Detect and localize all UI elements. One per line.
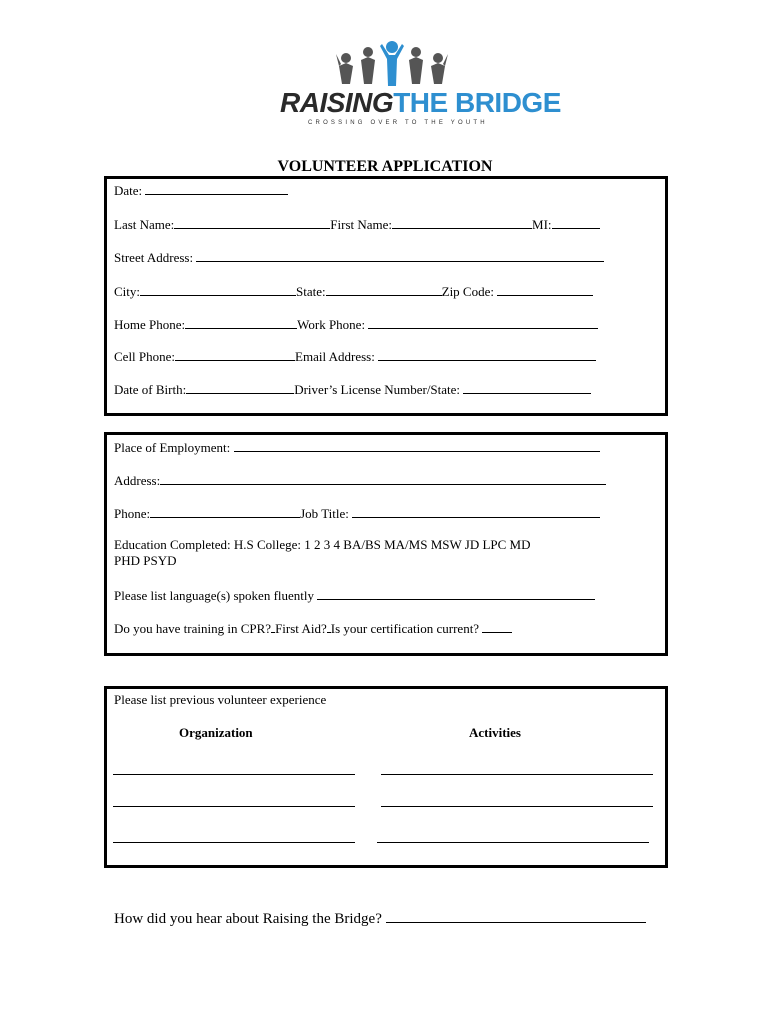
place-of-employment-label: Place of Employment:	[114, 440, 231, 455]
activities-line-3[interactable]	[377, 842, 649, 843]
place-of-employment-field[interactable]	[234, 439, 600, 452]
languages-label: Please list language(s) spoken fluently	[114, 588, 315, 603]
employer-address-field[interactable]	[160, 472, 606, 485]
referral-question: How did you hear about Raising the Bridge?	[114, 911, 382, 927]
logo-brand-second: THE BRIDGE	[393, 87, 561, 118]
organization-line-3[interactable]	[113, 842, 355, 843]
work-phone-field[interactable]	[368, 316, 598, 329]
education-options[interactable]: Education Completed: H.S College: 1 2 3 4 BA/BS MA/MS MSW JD LPC MD	[114, 537, 531, 552]
employment-row	[114, 439, 600, 456]
drivers-license-label: Driver’s License Number/State:	[294, 382, 461, 397]
date-row	[114, 182, 288, 199]
logo-tagline: CROSSING OVER TO THE YOUTH	[308, 120, 488, 126]
employer-phone-field[interactable]	[150, 505, 300, 518]
mi-field[interactable]	[552, 216, 600, 229]
training-row	[114, 620, 512, 637]
cell-phone-label: Cell Phone:	[114, 349, 176, 364]
logo-brand-first: RAISING	[280, 87, 394, 118]
education-row	[114, 537, 531, 553]
street-address-label: Street Address:	[114, 250, 194, 265]
cell-phone-field[interactable]	[175, 348, 295, 361]
employer-phone-row	[114, 505, 600, 522]
email-label: Email Address:	[295, 349, 375, 364]
drivers-license-field[interactable]	[463, 381, 591, 394]
mi-label: MI:	[532, 217, 552, 232]
people-figures-icon	[336, 40, 448, 88]
referral-row	[114, 908, 646, 928]
first-name-label: First Name:	[330, 217, 393, 232]
state-field[interactable]	[326, 283, 442, 296]
date-label: Date:	[114, 183, 143, 198]
state-label: State:	[296, 284, 326, 299]
city-row	[114, 283, 593, 300]
cell-row	[114, 348, 596, 365]
activities-header: Activities	[469, 725, 521, 740]
experience-intro: Please list previous volunteer experience	[114, 692, 327, 707]
organization-line-1[interactable]	[113, 774, 355, 775]
name-row	[114, 216, 600, 233]
employer-address-row	[114, 472, 606, 489]
dob-row	[114, 381, 591, 398]
certification-field[interactable]	[482, 620, 512, 633]
date-field[interactable]	[145, 182, 288, 195]
zip-code-field[interactable]	[497, 283, 593, 296]
home-phone-label: Home Phone:	[114, 317, 186, 332]
email-field[interactable]	[378, 348, 596, 361]
referral-field[interactable]	[386, 908, 646, 923]
education-row-continued	[114, 553, 177, 569]
employer-address-label: Address:	[114, 473, 161, 488]
street-address-field[interactable]	[196, 249, 604, 262]
work-phone-label: Work Phone:	[297, 317, 366, 332]
certification-question: Is your certification current?	[330, 621, 480, 636]
last-name-label: Last Name:	[114, 217, 175, 232]
employer-phone-label: Phone:	[114, 506, 151, 521]
job-title-field[interactable]	[352, 505, 600, 518]
city-field[interactable]	[140, 283, 296, 296]
home-phone-field[interactable]	[185, 316, 297, 329]
activities-line-2[interactable]	[381, 806, 653, 807]
cpr-question: Do you have training in CPR?	[114, 621, 272, 636]
organization-line-2[interactable]	[113, 806, 355, 807]
activities-line-1[interactable]	[381, 774, 653, 775]
languages-field[interactable]	[317, 587, 595, 600]
first-aid-question: First Aid?	[275, 621, 327, 636]
organization-header: Organization	[179, 725, 253, 740]
languages-row	[114, 587, 595, 604]
street-row	[114, 249, 604, 266]
zip-code-label: Zip Code:	[441, 284, 494, 299]
education-options-continued[interactable]: PHD PSYD	[114, 553, 177, 568]
city-label: City:	[114, 284, 141, 299]
last-name-field[interactable]	[174, 216, 330, 229]
volunteer-experience-section	[104, 686, 668, 868]
first-name-field[interactable]	[392, 216, 532, 229]
logo	[280, 40, 561, 132]
job-title-label: Job Title:	[300, 506, 349, 521]
date-of-birth-field[interactable]	[186, 381, 294, 394]
logo-wordmark	[280, 87, 561, 119]
page-title: VOLUNTEER APPLICATION	[277, 158, 493, 175]
phone-row	[114, 316, 598, 333]
date-of-birth-label: Date of Birth:	[114, 382, 187, 397]
